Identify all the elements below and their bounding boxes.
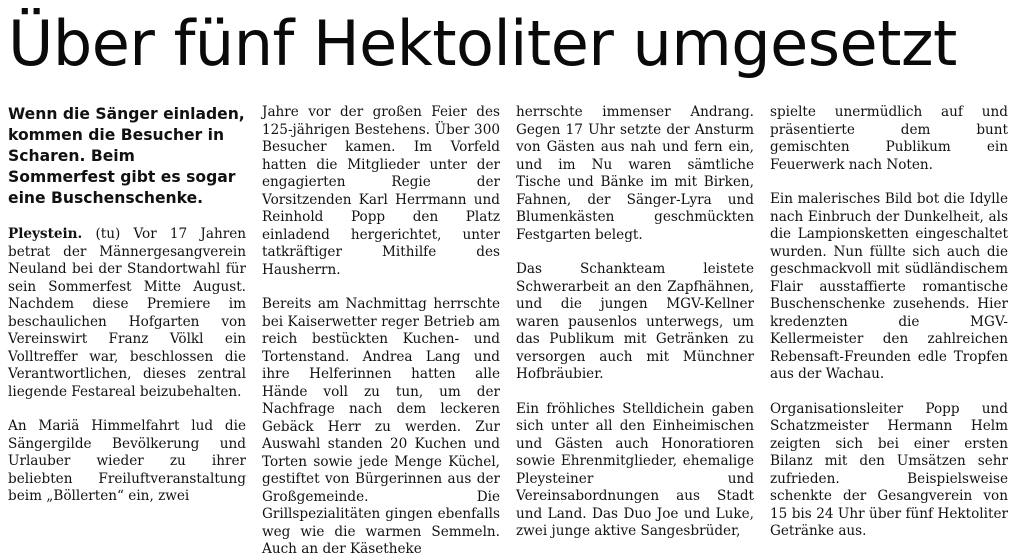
column-2 [262,104,500,559]
body-text: (tu) Vor 17 Jahren betrat der Männergesangverein Neuland bei der Standortwahl für sein Sommerfest Mitte August. Nachdem diese Premiere im beschaulichen Hofgarten von Vereinswirt Franz Völkl ein Volltreffer war, beschlossen die Verantwortlichen, dieses zentral liegende Festareal beizubehalten. [8,226,246,400]
body-paragraph [8,226,246,401]
body-paragraph: An Mariä Himmelfahrt lud die Sängergilde Bevölkerung und Urlauber wieder zu ihrer beliebten Freiluftveranstaltung beim „Böllerten“ ein, zwei [8,418,246,504]
body-paragraph: Ein malerisches Bild bot die Idylle nach Einbruch der Dunkelheit, als die Lampionsketten eingeschaltet wurden. Nun füllte sich auch die geschmackvoll mit südländischem Flair ausstaffierte romantische Buschenschenke zusehends. Hier kredenzten die MGV-Kellermeister den zahlreichen Rebensaft-Freunden edle Tropfen aus der Wachau. [770,191,1008,382]
body-paragraph: Organisationsleiter Popp und Schatzmeister Hermann Helm zeigten sich bei einer ersten Bilanz mit den Umsätzen sehr zufrieden. Beispielsweise schenkte der Gesangverein von 15 bis 24 Uhr über fünf Hektoliter Getränke aus. [770,400,1008,539]
body-paragraph: Das Schankteam leistete Schwerarbeit an den Zapfhähnen, und die jungen MGV-Kellner waren pausenlos unterwegs, um das Publikum mit Getränken zu versorgen auch mit Münchner Hofbräubier. [516,261,754,382]
lead-paragraph: Wenn die Sänger einladen, kommen die Besucher in Scharen. Beim Sommerfest gibt es sogar eine Buschenschenke. [8,105,245,207]
body-paragraph: spielte unermüdlich auf und präsentierte dem bunt gemischten Publikum ein Feuerwerk nach Noten. [770,104,1008,173]
headline: Über fünf Hektoliter umgesetzt [8,7,957,80]
body-paragraph: Bereits am Nachmittag herrschte bei Kaiserwetter reger Betrieb am reich bestückten Kuchen- und Tortenstand. Andrea Lang und ihre Helferinnen hatten alle Hände voll zu tun, um der Nachfrage nach dem leckeren Gebäck Herr zu werden. Zur Auswahl standen 20 Kuchen und Torten sowie jede Menge Küchel, gestiftet von Bürgerinnen aus der Großgemeinde. Die Grillspezialitäten gingen ebenfalls weg wie die warmen Semmeln. Auch an der Käsetheke [262,296,500,557]
body-paragraph: herrschte immenser Andrang. Gegen 17 Uhr setzte der Ansturm von Gästen aus nah und fern ein, und im Nu waren sämtliche Tische und Bänke im mit Birken, Fahnen, der Sänger-Lyra und Blumenkästen geschmückten Festgarten belegt. [516,104,754,243]
body-paragraph: Jahre vor der großen Feier des 125-jährigen Bestehens. Über 300 Besucher kamen. Im Vorfeld hatten die Mitglieder unter der engagierten Regie der Vorsitzenden Karl Herrmann und Reinhold Popp den Platz einladend hergerichtet, unter tatkräftiger Mithilfe des Hausherrn. [262,104,500,278]
body-paragraph: Ein fröhliches Stelldichein gaben sich unter all den Einheimischen und Gästen auch Honoratioren sowie Ehrenmitglieder, ehemalige Pleysteiner und Vereinsabordnungen aus Stadt und Land. Das Duo Joe und Luke, zwei junge aktive Sangesbrüder, [516,400,754,539]
column-4 [770,104,1008,541]
column-1 [8,104,246,506]
dateline: Pleystein. [8,226,83,242]
column-3 [516,104,754,541]
